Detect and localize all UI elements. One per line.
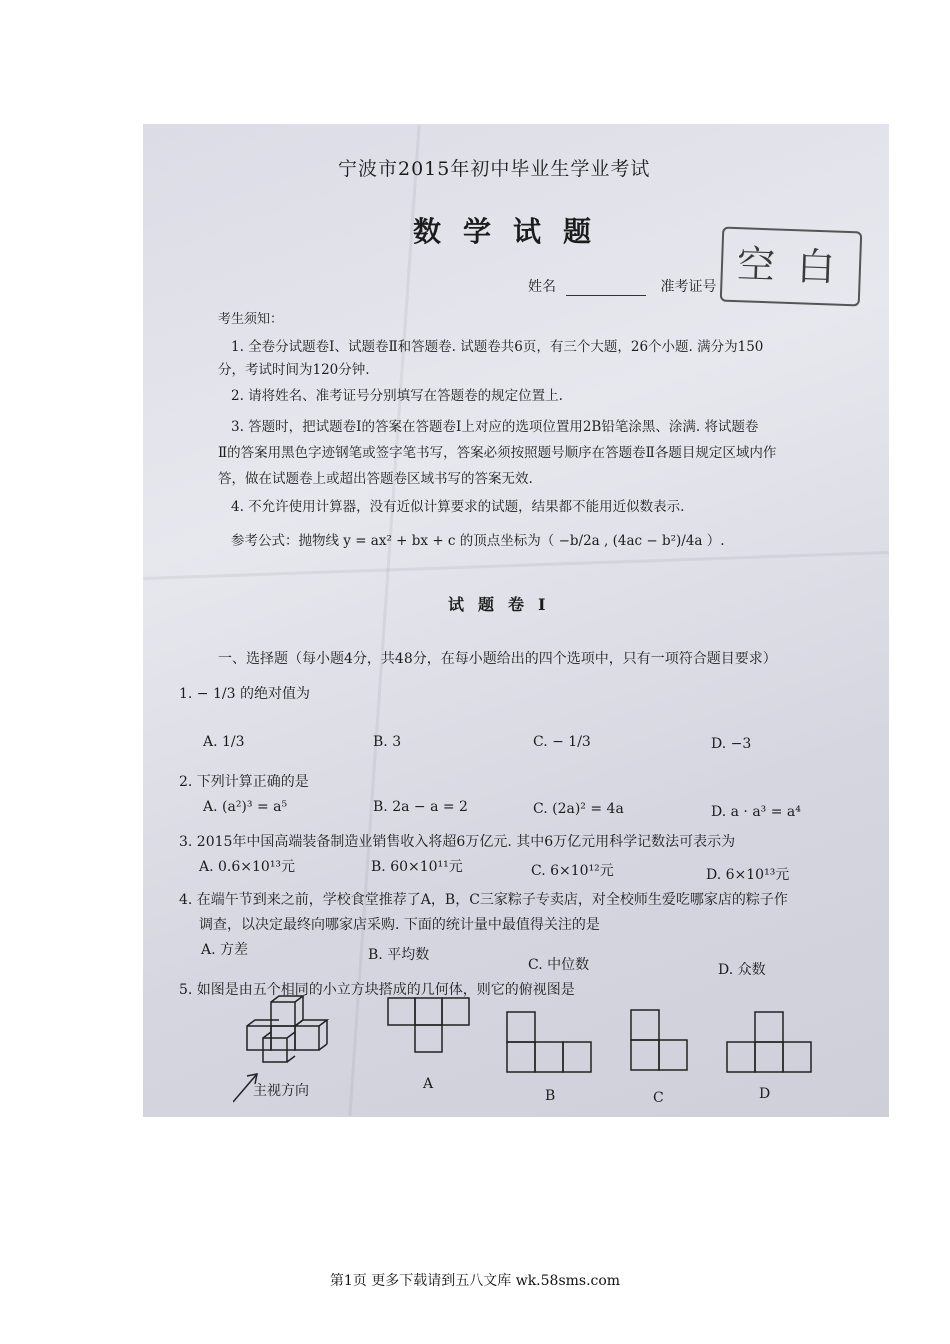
- section-instruction: 一、选择题（每小题4分，共48分，在每小题给出的四个选项中，只有一项符合题目要求）: [218, 651, 777, 667]
- notice-line: 分，考试时间为120分钟.: [218, 362, 370, 378]
- paper-crease: [143, 551, 889, 580]
- option: D. 众数: [718, 962, 766, 978]
- option: C. 6×10¹²元: [531, 863, 614, 879]
- option: A. 0.6×10¹³元: [199, 859, 296, 875]
- notice-heading: 考生须知：: [218, 312, 284, 327]
- page-footer: 第1页 更多下载请到五八文库 wk.58sms.com: [329, 1273, 621, 1289]
- name-blank: [566, 295, 646, 296]
- option: C. − 1/3: [533, 734, 591, 750]
- question-stem: 1. − 1/3 的绝对值为: [179, 686, 310, 702]
- option: D. a · a³ = a⁴: [711, 804, 801, 820]
- option-label: D: [759, 1086, 771, 1102]
- option-a-figure: [386, 996, 472, 1060]
- name-label: 姓名: [528, 279, 556, 295]
- option-b-figure: [505, 1004, 595, 1074]
- option: B. 60×10¹¹元: [371, 859, 463, 875]
- option: A. 方差: [201, 942, 249, 958]
- notice-line: 答，做在试题卷上或超出答题卷区域书写的答案无效.: [218, 471, 533, 487]
- option: B. 2a − a = 2: [373, 799, 468, 815]
- notice-line: Ⅱ的答案用黑色字迹钢笔或签字笔书写，答案必须按照题号顺序在答题卷Ⅱ各题目规定区域内作: [218, 445, 777, 461]
- option: A. 1/3: [203, 734, 245, 750]
- notice-line: 4. 不允许使用计算器，没有近似计算要求的试题，结果都不能用近似数表示.: [231, 499, 685, 515]
- notice-line: 2. 请将姓名、准考证号分别填写在答题卷的规定位置上.: [231, 388, 563, 404]
- question-stem: 2. 下列计算正确的是: [179, 774, 309, 790]
- formula-line: 参考公式：抛物线 y = ax² + bx + c 的顶点坐标为（ −b/2a , (4ac − b²)/4a ）.: [231, 533, 725, 549]
- option: D. 6×10¹³元: [706, 867, 790, 883]
- option: A. (a²)³ = a⁵: [203, 799, 288, 815]
- exam-photo: [143, 124, 889, 1117]
- blank-stamp: 空白: [720, 227, 863, 307]
- subject-title: 数学试题: [413, 215, 614, 248]
- paper-crease: [348, 125, 420, 1116]
- question-stem-cont: 调查，以决定最终向哪家店采购. 下面的统计量中最值得关注的是: [199, 917, 600, 933]
- notice-line: 1. 全卷分试题卷Ⅰ、试题卷Ⅱ和答题卷. 试题卷共6页，有三个大题，26个小题. 满分为150: [231, 339, 764, 355]
- option: C. (2a)² = 4a: [533, 801, 624, 817]
- exam-title: 宁波市2015年初中毕业生学业考试: [338, 158, 651, 180]
- figure-caption: 主视方向: [253, 1083, 309, 1099]
- section-title: 试题卷Ⅰ: [448, 595, 560, 614]
- option: D. −3: [711, 736, 752, 752]
- id-label: 准考证号: [660, 279, 717, 295]
- option-label: C: [653, 1090, 664, 1106]
- option-label: B: [545, 1088, 556, 1104]
- option-c-figure: [629, 1008, 691, 1078]
- option: B. 3: [373, 734, 402, 750]
- question-stem: 5. 如图是由五个相同的小立方块搭成的几何体，则它的俯视图是: [179, 982, 575, 998]
- option: C. 中位数: [528, 957, 590, 973]
- notice-line: 3. 答题时，把试题卷Ⅰ的答案在答题卷Ⅰ上对应的选项位置用2B铅笔涂黑、涂满. 将试题卷: [231, 419, 759, 435]
- option: B. 平均数: [368, 947, 430, 963]
- question-stem: 3. 2015年中国高端装备制造业销售收入将超6万亿元. 其中6万亿元用科学记数法可表示为: [179, 834, 736, 850]
- name-field: [528, 276, 716, 296]
- option-label: A: [423, 1076, 434, 1092]
- option-d-figure: [725, 1010, 817, 1076]
- question-stem: 4. 在端午节到来之前，学校食堂推荐了A，B，C三家粽子专卖店，对全校师生爱吃哪家店的粽子作: [179, 892, 788, 908]
